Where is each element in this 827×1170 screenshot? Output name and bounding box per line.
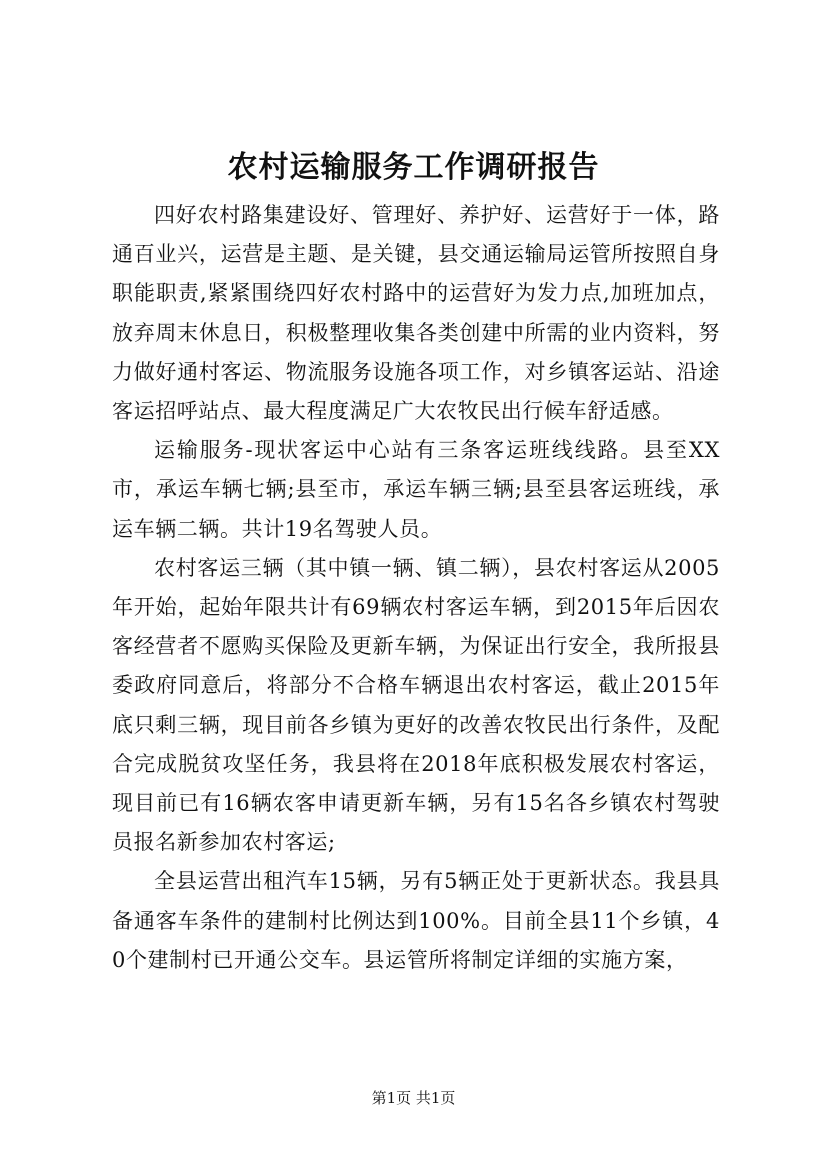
document-title: 农村运输服务工作调研报告 [227,150,600,185]
paragraph-2: 运输服务-现状客运中心站有三条客运班线线路。县至XX市，承运车辆七辆;县至市，承运车辆三辆;县至县客运班线，承运车辆二辆。共计19名驾驶人员。 [112,438,720,541]
paragraph-4: 全县运营出租汽车15辆，另有5辆正处于更新状态。我县具备通客车条件的建制村比例达到100%。目前全县11个乡镇，40个建制村已开通公交车。县运管所将制定详细的实施方案， [112,869,720,972]
paragraph-3: 农村客运三辆（其中镇一辆、镇二辆），县农村客运从2005年开始，起始年限共计有69辆农村客运车辆，到2015年后因农客经营者不愿购买保险及更新车辆，为保证出行安全，我所报县委政府同意后，将部分不合格车辆退出农村客运，截止2015年底只剩三辆，现目前各乡镇为更好的改善农牧民出行条件，及配合完成脱贫攻坚任务，我县将在2018年底积极发展农村客运，现目前已有16辆农客申请更新车辆，另有15名各乡镇农村驾驶员报名新参加农村客运; [112,555,720,855]
paragraph-1: 四好农村路集建设好、管理好、养护好、运营好于一体，路通百业兴，运营是主题、是关键，县交通运输局运管所按照自身职能职责,紧紧围绕四好农村路中的运营好为发力点,加班加点，放弃周末休息日，积极整理收集各类创建中所需的业内资料，努力做好通村客运、物流服务设施各项工作，对乡镇客运站、沿途客运招呼站点、最大程度满足广大农牧民出行候车舒适感。 [112,203,720,424]
page-footer: 第1页 共1页 [371,1089,456,1107]
document-body [112,196,720,980]
